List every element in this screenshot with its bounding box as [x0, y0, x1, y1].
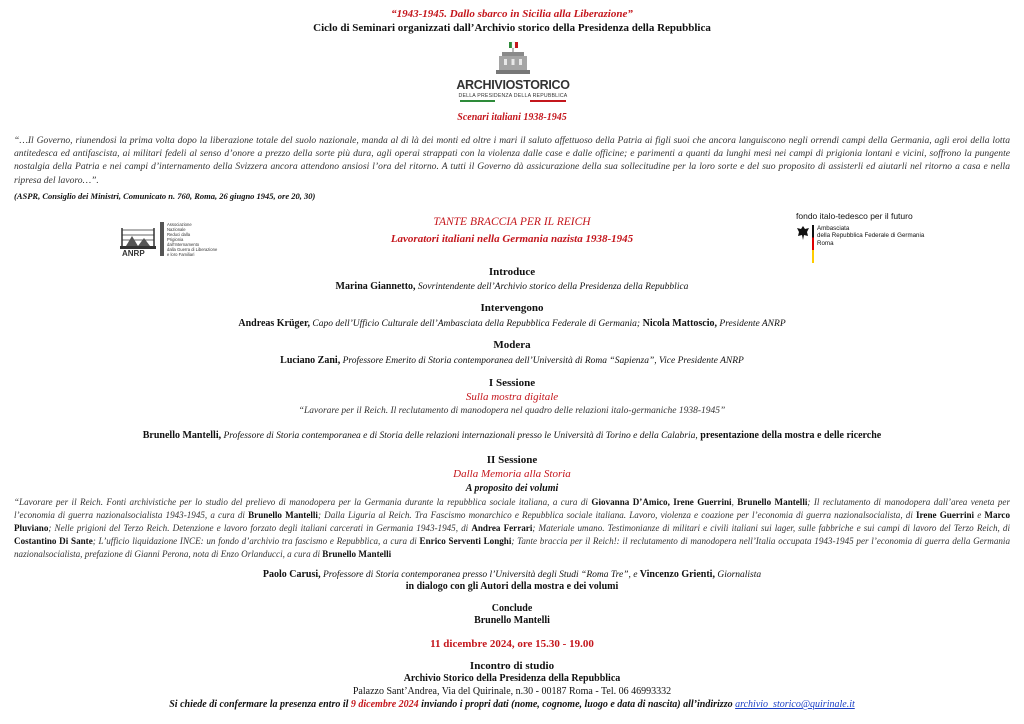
modera-line: Luciano Zani, Professore Emerito di Storia contemporanea dell’Università di Roma “Sapienza”, Vice Presidente ANRP — [280, 355, 744, 366]
fondo-italo-tedesco-logo — [796, 211, 956, 261]
books-list — [14, 496, 1010, 562]
anrp-acronym: ANRP — [122, 249, 145, 258]
conclude-name: Brunello Mantelli — [474, 615, 550, 626]
venue-address: Palazzo Sant’Andrea, Via del Quirinale, n.30 - 00187 Roma - Tel. 06 46993332 — [352, 686, 672, 697]
cycle-subtitle: Ciclo di Seminari organizzati dall’Archivio storico della Presidenza della Repubblica — [313, 22, 711, 34]
logo-tagline: DELLA PRESIDENZA DELLA REPUBBLICA — [458, 93, 568, 99]
book-author: Marco Pluviano — [14, 510, 1010, 534]
book-author: Costantino Di Sante — [14, 536, 93, 547]
book-description: “Lavorare per il Reich. Fonti archivistiche per lo studio del prelievo di manodopera per la Germania durante la repubblica sociale italiana, a cura di — [14, 497, 592, 507]
book-description: e — [974, 510, 985, 521]
book-author: Giovanna D’Amico, Irene Guerrini — [591, 497, 732, 507]
modera-heading: Modera — [493, 339, 531, 351]
session1-heading: I Sessione — [488, 377, 536, 389]
introduce-heading: Introduce — [488, 266, 536, 278]
session2-title: Dalla Memoria alla Storia — [453, 468, 571, 480]
event-date: 11 dicembre 2024, ore 15.30 - 19.00 — [430, 638, 594, 650]
book-description: ; L’ufficio liquidazione INCE: un fondo d’archivio tra fascismo e Repubblica, a cura di — [92, 536, 420, 547]
tricolor-bar — [460, 100, 566, 102]
event-title: TANTE BRACCIA PER IL REICH — [433, 216, 591, 228]
federal-eagle-icon — [796, 225, 810, 241]
intervengono-line: Andreas Krüger, Capo dell’Ufficio Culturale dell’Ambasciata della Repubblica Federale di Germania; Nicola Mattoscio, Presidente ANRP — [238, 318, 786, 329]
book-author: Brunello Mantelli — [737, 497, 808, 507]
logo-wordmark: ARCHIVIOSTORICO — [456, 78, 570, 92]
email-link[interactable]: archivio_storico@quirinale.it — [735, 699, 855, 710]
quirinale-emblem-icon — [452, 40, 574, 80]
quote-text: “…Il Governo, riunendosi la prima volta dopo la liberazione totale del suolo nazionale, manda al di là dei monti ed oltre i mari il saluto affettuoso della Patria ai figli suoi che ancora languiscono negli orrendi campi della Germania, agli eroi della lotta antitedesca ed antifascista, ai militari fedeli al senso d’onore a prezzo della sorte più dura, agli operai strappati con la violenza dalle case e dalle officine; e parimenti a quanti da lunghi mesi nei campi di prigionia lontani e vicini, soffrono la pungente nostalgia della Patria e nei campi d’internamento della Svizzera ancora attendono ansiosi l’ora del ritorno. A tutti il Governo dà assicurazione della sua sollecitudine per la loro sorte e del suo proposito di assisterli ed aiutarli nel ritorno a casa e nella ripresa del lavoro…”. — [14, 135, 1010, 186]
quote-source: (ASPR, Consiglio dei Ministri, Comunicato n. 760, Roma, 26 giugno 1945, ore 20, 30) — [14, 191, 316, 201]
conclude-heading: Conclude — [491, 603, 533, 614]
session2-heading: II Sessione — [486, 454, 538, 466]
book-description: ; Dalla Liguria al Reich. Tra Fascismo monarchico e Repubblica sociale italiana. Lavoro, violenza e coazione per l’economia di guerra nazionalsocialista, di — [317, 510, 917, 521]
book-author: Brunello Mantelli — [248, 510, 318, 521]
series-title: Scenari italiani 1938-1945 — [457, 112, 567, 123]
session2-speakers-line: Paolo Carusi, Professore di Storia contemporanea presso l’Università degli Studi “Roma Tre”, e Vincenzo Grienti, Giornalista — [262, 569, 762, 580]
rsvp-line: Si chiede di confermare la presenza entro il 9 dicembre 2024 inviando i propri dati (nome, cognome, luogo e data di nascita) all’indirizzo archivio_storico@quirinale.it — [169, 699, 855, 710]
venue-name: Archivio Storico della Presidenza della Repubblica — [403, 673, 621, 684]
session1-subtitle: “Lavorare per il Reich. Il reclutamento di manodopera nel quadro delle relazioni italo-germaniche 1938-1945” — [298, 406, 726, 416]
intervengono-heading: Intervengono — [480, 302, 544, 314]
book-author: Irene Guerrini — [916, 510, 975, 521]
book-description: ; Tante braccia per il Reich!: il reclutamento di manodopera nell’Italia occupata 1943-1945 per l’economia di guerra della Germania nazionalsocialista, prefazione di Gianni Perona, nota di Enzo Orlanducci, a cura di — [14, 536, 1010, 560]
book-description: ; Nelle prigioni del Terzo Reich. Detenzione e lavoro forzato degli italiani carcerati in Germania 1943-1945, di — [48, 523, 472, 534]
session1-title: Sulla mostra digitale — [465, 391, 559, 403]
embassy-text: Ambasciata della Repubblica Federale di Germania Roma — [817, 225, 925, 247]
session2-subtitle: A proposito dei volumi — [465, 483, 559, 494]
book-author: Enrico Serventi Longhi — [419, 536, 512, 547]
book-author: Brunello Mantelli — [322, 549, 392, 560]
anrp-description: Associazione Nazionale Reduci dalla Prigionia dall’Internamento dalla Guerra di Liberazione e loro Familiari — [167, 222, 218, 257]
archivio-storico-logo — [452, 40, 574, 102]
event-subtitle: Lavoratori italiani nella Germania nazista 1938-1945 — [390, 233, 634, 245]
book-description: , — [731, 497, 738, 507]
dialogue-line: in dialogo con gli Autori della mostra e dei volumi — [405, 581, 619, 592]
fondo-title: fondo italo-tedesco per il futuro — [796, 211, 913, 221]
cycle-title: “1943-1945. Dallo sbarco in Sicilia alla Liberazione” — [391, 8, 633, 20]
german-flag-bar — [812, 225, 814, 263]
book-description: ; Materiale umano. Testimonianze di militari e civili italiani sui lager, sulle fabbriche e sui campi di lavoro del Terzo Reich, di — [532, 523, 1010, 534]
book-author: Andrea Ferrari — [471, 523, 533, 534]
session1-speaker-line: Brunello Mantelli, Professore di Storia contemporanea e di Storia delle relazioni internazionali presso le Università di Torino e della Calabria, presentazione della mostra e delle ricerche — [142, 430, 882, 441]
introduce-line: Marina Giannetto, Sovrintendente dell’Archivio storico della Presidenza della Repubblica — [335, 281, 689, 292]
venue-type: Incontro di studio — [469, 660, 555, 672]
book-description: ; Il reclutamento di manodopera dall’area veneta per l’economia di guerra nazionalsocialista 1943-1945, a cura di — [14, 497, 1010, 521]
